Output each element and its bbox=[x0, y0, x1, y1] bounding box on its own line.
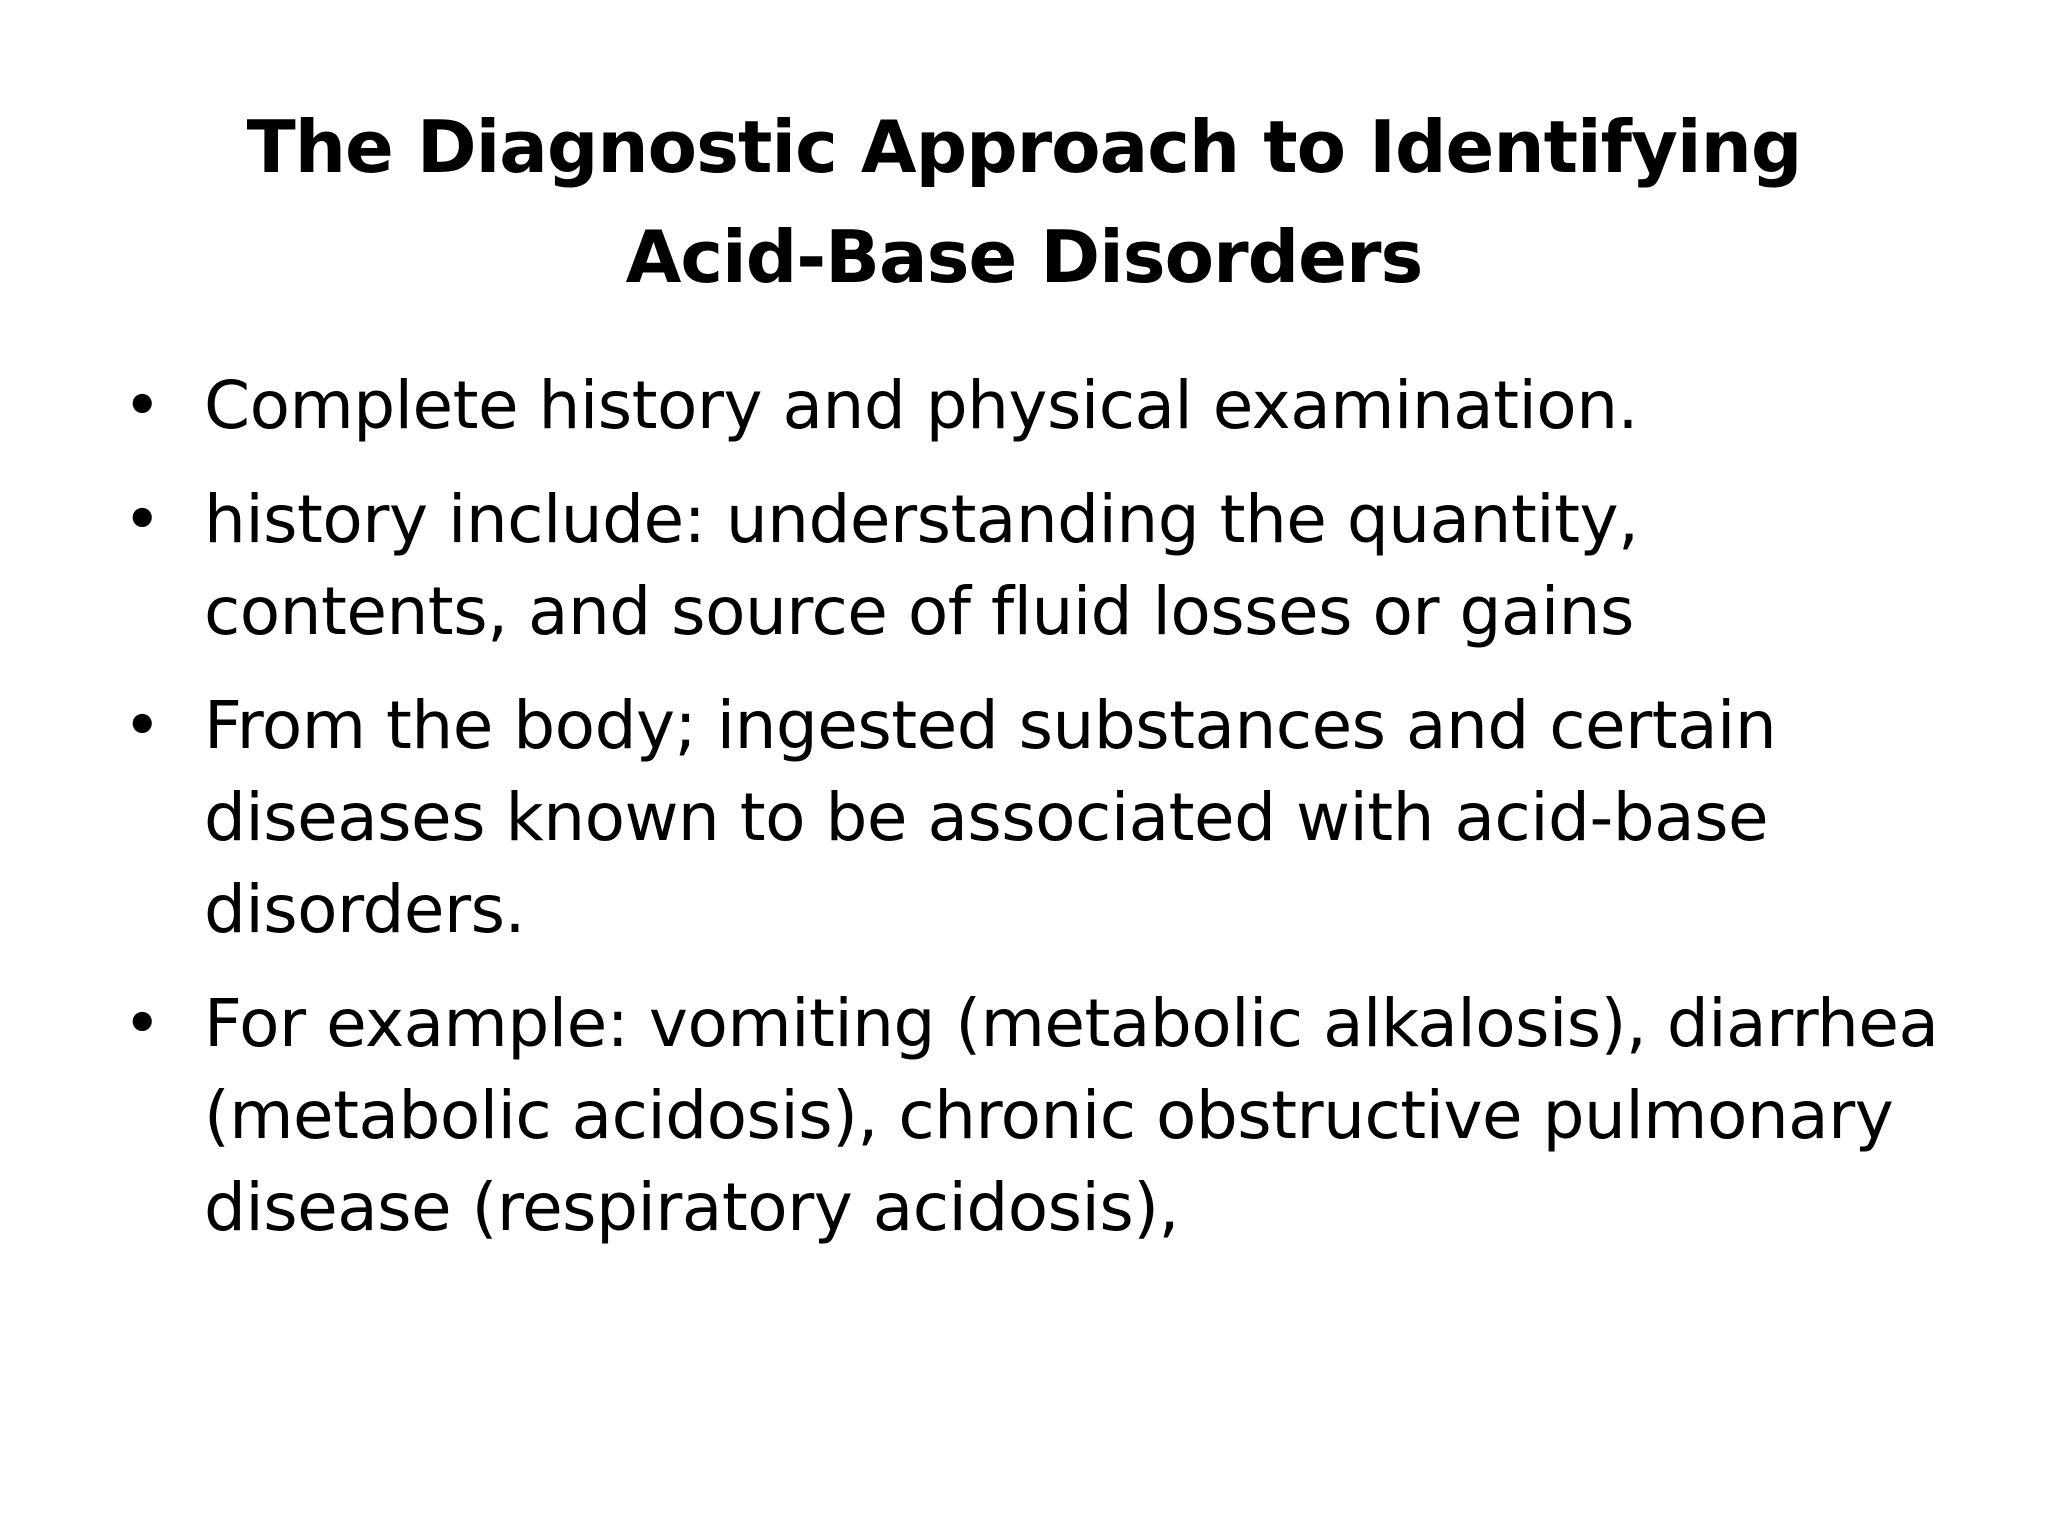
slide-title: The Diagnostic Approach to Identifying Acid-Base Disorders bbox=[246, 105, 1802, 299]
bullet-text: For example: vomiting (metabolic alkalosis), diarrhea (metabolic acidosis), chronic obstructive pulmonary disease (respiratory acidosis), bbox=[204, 985, 2041, 1246]
bullet-text: Complete history and physical examination. bbox=[204, 367, 1638, 444]
bullet-text: From the body; ingested substances and certain diseases known to be associated with acid-base disorders. bbox=[204, 687, 1797, 948]
bullet-dot-icon: • bbox=[122, 687, 162, 764]
bullet-list bbox=[122, 360, 2041, 1276]
bullet-text: history include: understanding the quantity, contents, and source of fluid losses or gains bbox=[204, 481, 1659, 650]
bullet-item-1 bbox=[122, 360, 1942, 452]
bullet-item-3 bbox=[122, 680, 1942, 956]
bullet-item-4 bbox=[122, 978, 2041, 1254]
bullet-dot-icon: • bbox=[122, 985, 162, 1062]
bullet-dot-icon: • bbox=[122, 367, 162, 444]
bullet-dot-icon: • bbox=[122, 481, 162, 558]
bullet-item-2 bbox=[122, 474, 1942, 658]
